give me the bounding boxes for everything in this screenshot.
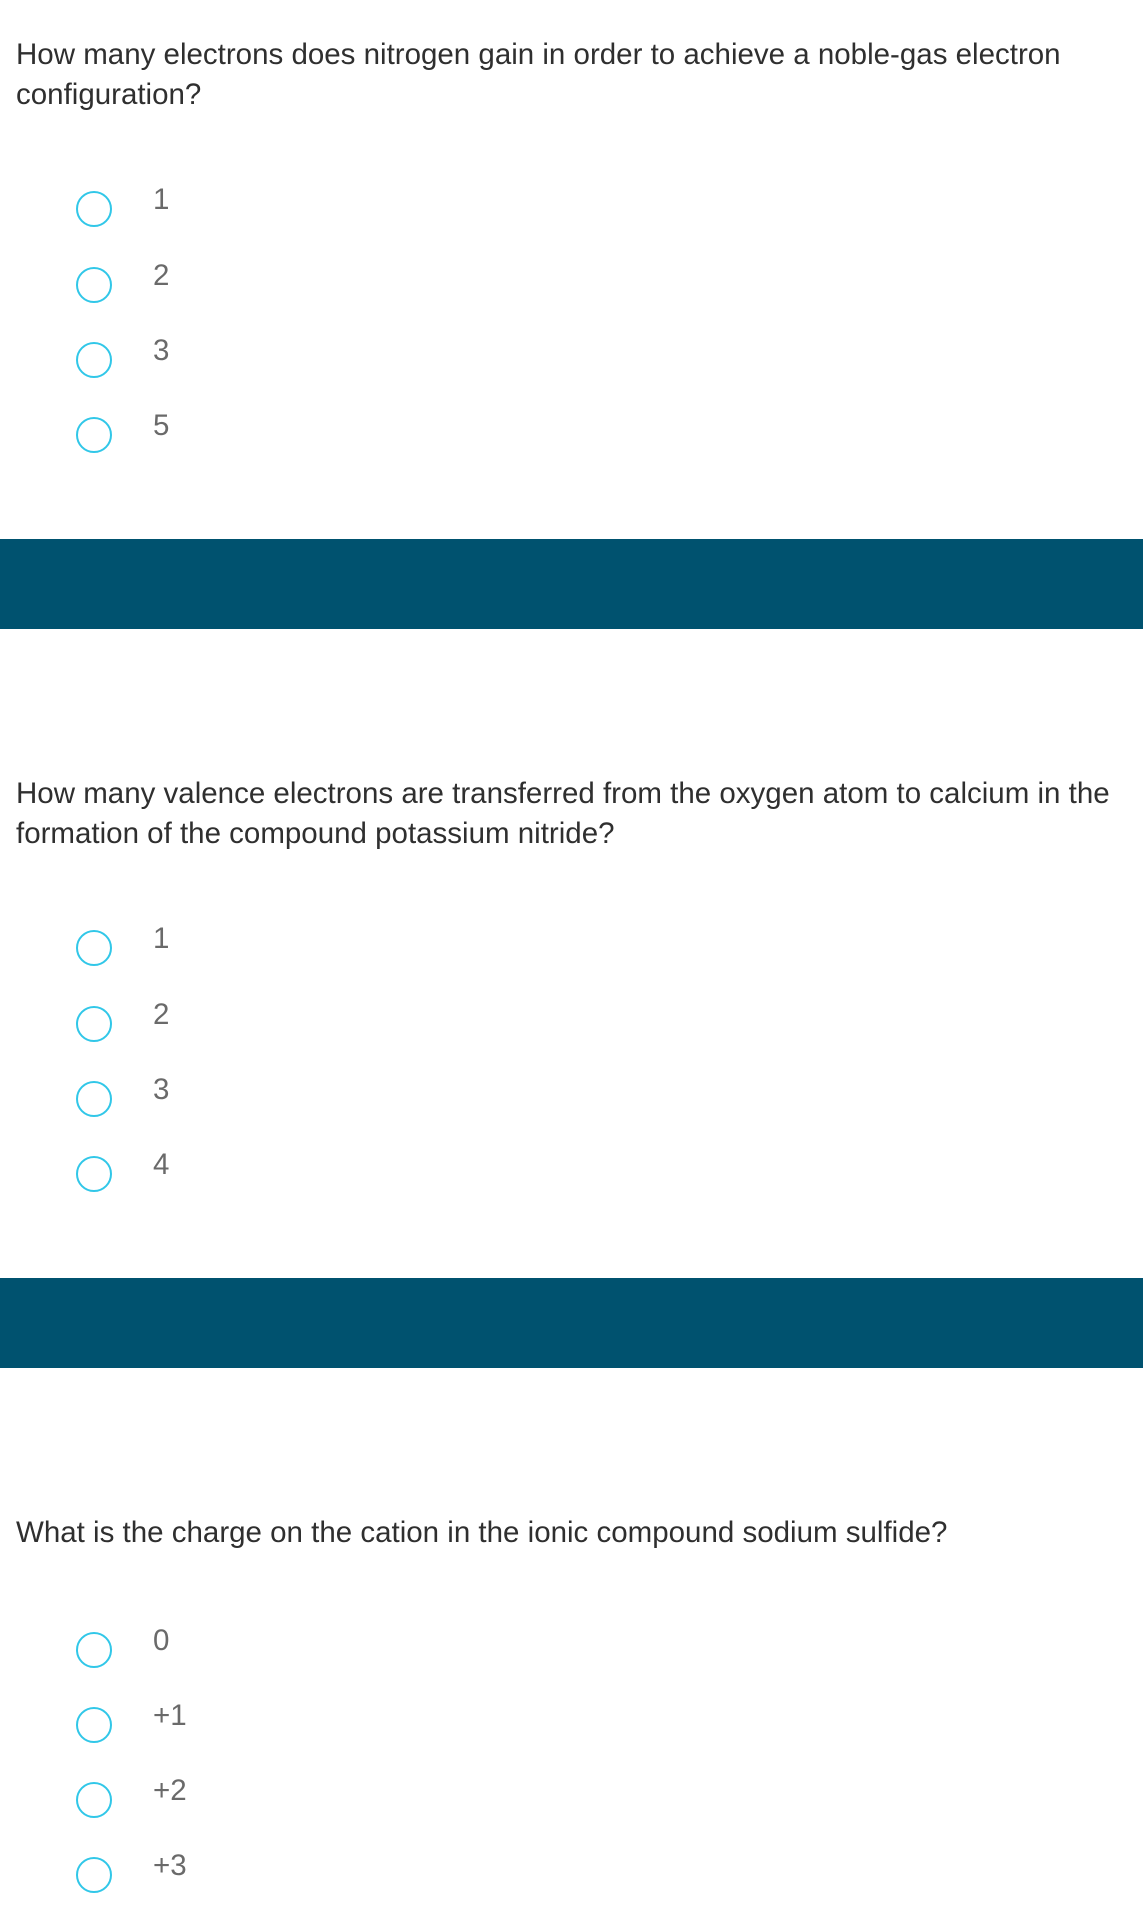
question-3-option-1[interactable] (0, 1621, 1143, 1681)
radio-button-icon[interactable] (76, 1006, 112, 1042)
question-1-option-2[interactable] (0, 256, 1143, 316)
section-divider (0, 539, 1143, 629)
option-label: 2 (153, 259, 170, 292)
question-2-option-4[interactable] (0, 1145, 1143, 1205)
radio-button-icon[interactable] (76, 1857, 112, 1893)
option-label: 1 (153, 183, 170, 216)
question-1-text: How many electrons does nitrogen gain in order to achieve a noble-gas electron configuration? (16, 38, 1061, 111)
question-3-text: What is the charge on the cation in the ionic compound sodium sulfide? (16, 1516, 948, 1549)
option-label: +1 (153, 1699, 187, 1732)
option-label: 5 (153, 409, 170, 442)
question-1-option-4[interactable] (0, 406, 1143, 466)
option-label: 3 (153, 334, 170, 367)
question-2-text: How many valence electrons are transferred from the oxygen atom to calcium in the formation of the compound potassium nitride? (16, 777, 1110, 850)
radio-button-icon[interactable] (76, 191, 112, 227)
radio-button-icon[interactable] (76, 930, 112, 966)
question-3-option-3[interactable] (0, 1771, 1143, 1831)
radio-button-icon[interactable] (76, 417, 112, 453)
option-label: +3 (153, 1849, 187, 1882)
option-label: +2 (153, 1774, 187, 1807)
option-label: 3 (153, 1073, 170, 1106)
radio-button-icon[interactable] (76, 1707, 112, 1743)
section-divider (0, 1278, 1143, 1368)
radio-button-icon[interactable] (76, 1156, 112, 1192)
question-2-option-3[interactable] (0, 1070, 1143, 1130)
option-label: 1 (153, 922, 170, 955)
question-1-option-3[interactable] (0, 331, 1143, 391)
option-label: 2 (153, 998, 170, 1031)
radio-button-icon[interactable] (76, 1081, 112, 1117)
radio-button-icon[interactable] (76, 342, 112, 378)
option-label: 0 (153, 1624, 170, 1657)
radio-button-icon[interactable] (76, 1632, 112, 1668)
question-3-option-4[interactable] (0, 1846, 1143, 1906)
option-label: 4 (153, 1148, 170, 1181)
radio-button-icon[interactable] (76, 1782, 112, 1818)
question-1-option-1[interactable] (0, 180, 1143, 240)
question-3-option-2[interactable] (0, 1696, 1143, 1756)
radio-button-icon[interactable] (76, 267, 112, 303)
question-2-option-2[interactable] (0, 995, 1143, 1055)
question-2-option-1[interactable] (0, 919, 1143, 979)
